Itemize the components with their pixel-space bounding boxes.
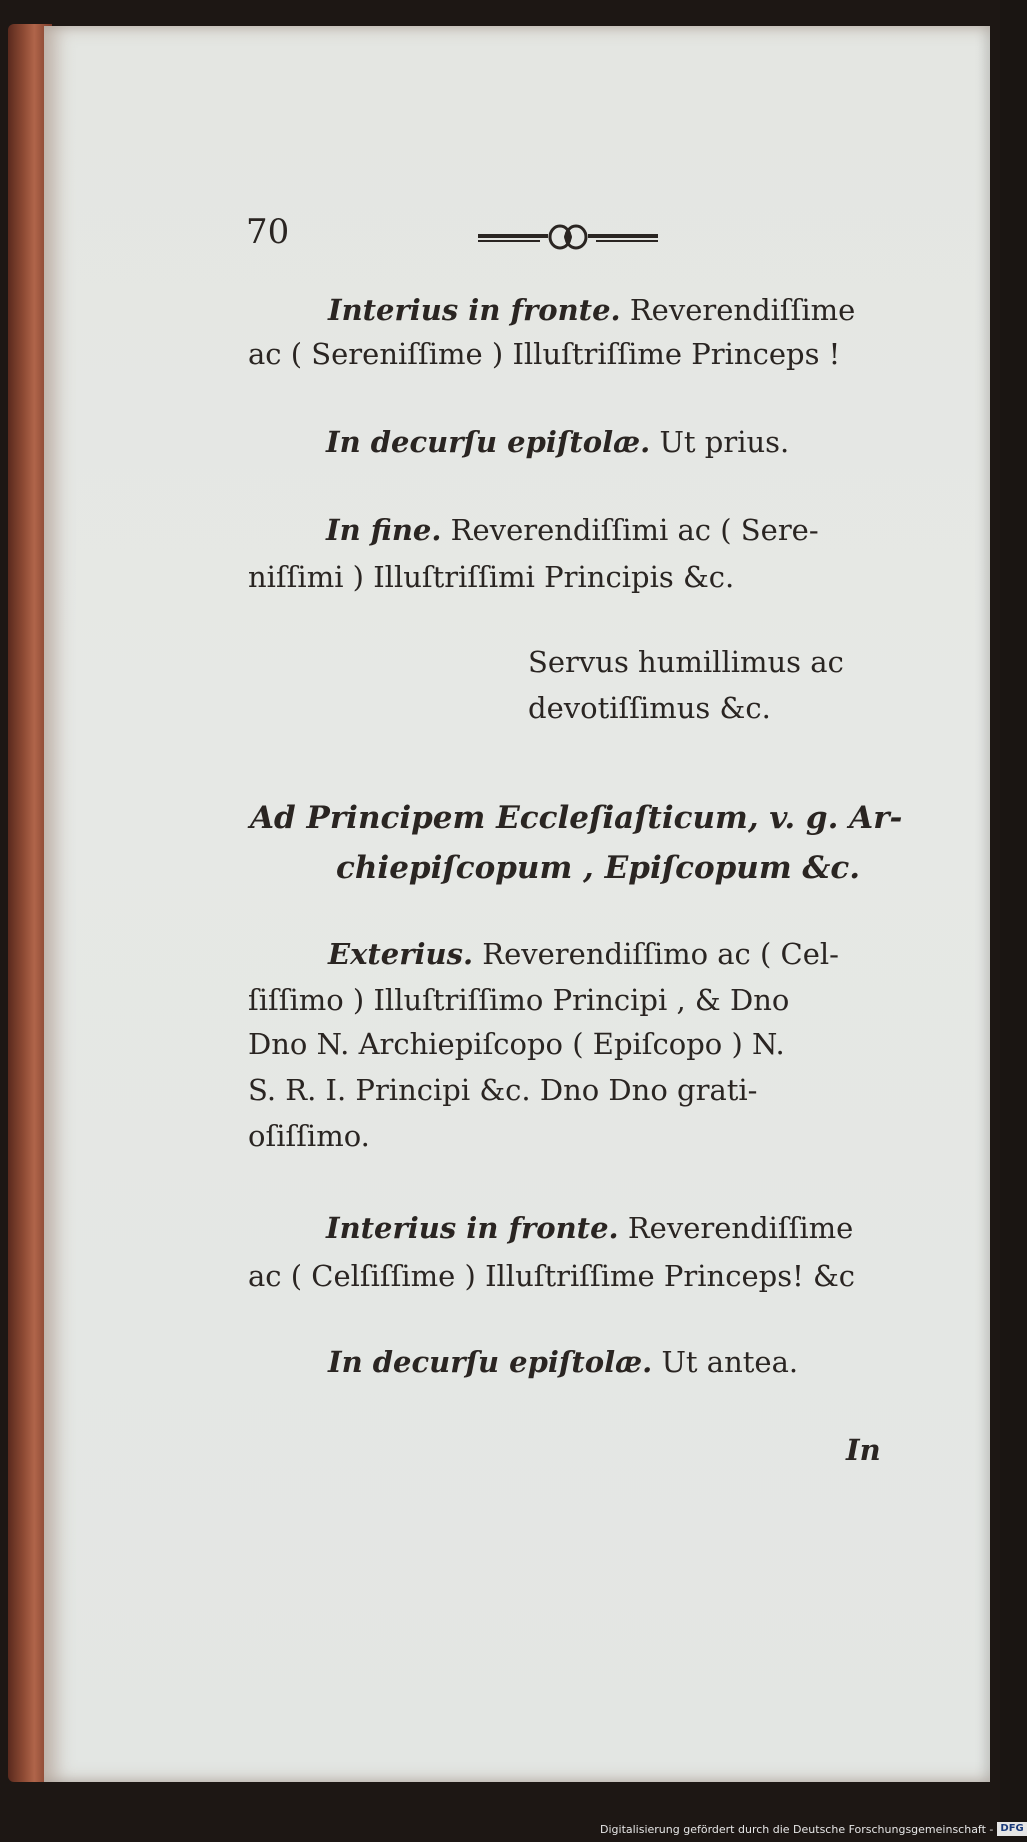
text-line: Ad Principem Eccleſiaſticum, v. g. Ar- bbox=[250, 800, 903, 836]
text-line: ac ( Celſiſſime ) Illuſtriſſime Princeps! &c bbox=[248, 1259, 856, 1293]
text-line: oſiſſimo. bbox=[248, 1119, 370, 1153]
footer-text: Digitalisierung gefördert durch die Deutsche Forschungsgemeinschaft - bbox=[600, 1822, 994, 1836]
text-line: In fine. Reverendiſſimi ac ( Sere- bbox=[326, 513, 819, 547]
text-line: In decurſu epiſtolæ. Ut antea. bbox=[328, 1345, 799, 1379]
text-line: Interius in fronte. Reverendiſſime bbox=[328, 293, 856, 327]
text-line: Servus humillimus ac bbox=[528, 645, 844, 679]
text-line: chiepiſcopum , Epiſcopum &c. bbox=[336, 850, 861, 886]
text-line: Exterius. Reverendiſſimo ac ( Cel- bbox=[328, 937, 839, 971]
decorative-ornament bbox=[478, 222, 658, 252]
text-line: ac ( Sereniſſime ) Illuſtriſſime Princeps ! bbox=[248, 337, 841, 371]
text-line: S. R. I. Principi &c. Dno Dno grati- bbox=[248, 1073, 758, 1107]
text-line: niſſimi ) Illuſtriſſimi Principis &c. bbox=[248, 560, 735, 594]
text-line: Interius in fronte. Reverendiſſime bbox=[326, 1211, 854, 1245]
page-number: 70 bbox=[246, 212, 290, 252]
text-line: Dno N. Archiepiſcopo ( Epiſcopo ) N. bbox=[248, 1027, 785, 1061]
catchword: In bbox=[846, 1433, 881, 1467]
text-line: In decurſu epiſtolæ. Ut prius. bbox=[326, 425, 790, 459]
text-line: ſiſſimo ) Illuſtriſſimo Principi , & Dno bbox=[248, 983, 790, 1017]
digitization-footer bbox=[600, 1820, 1027, 1838]
text-line: devotiſſimus &c. bbox=[528, 691, 771, 725]
dfg-logo-icon: DFG bbox=[997, 1822, 1026, 1836]
